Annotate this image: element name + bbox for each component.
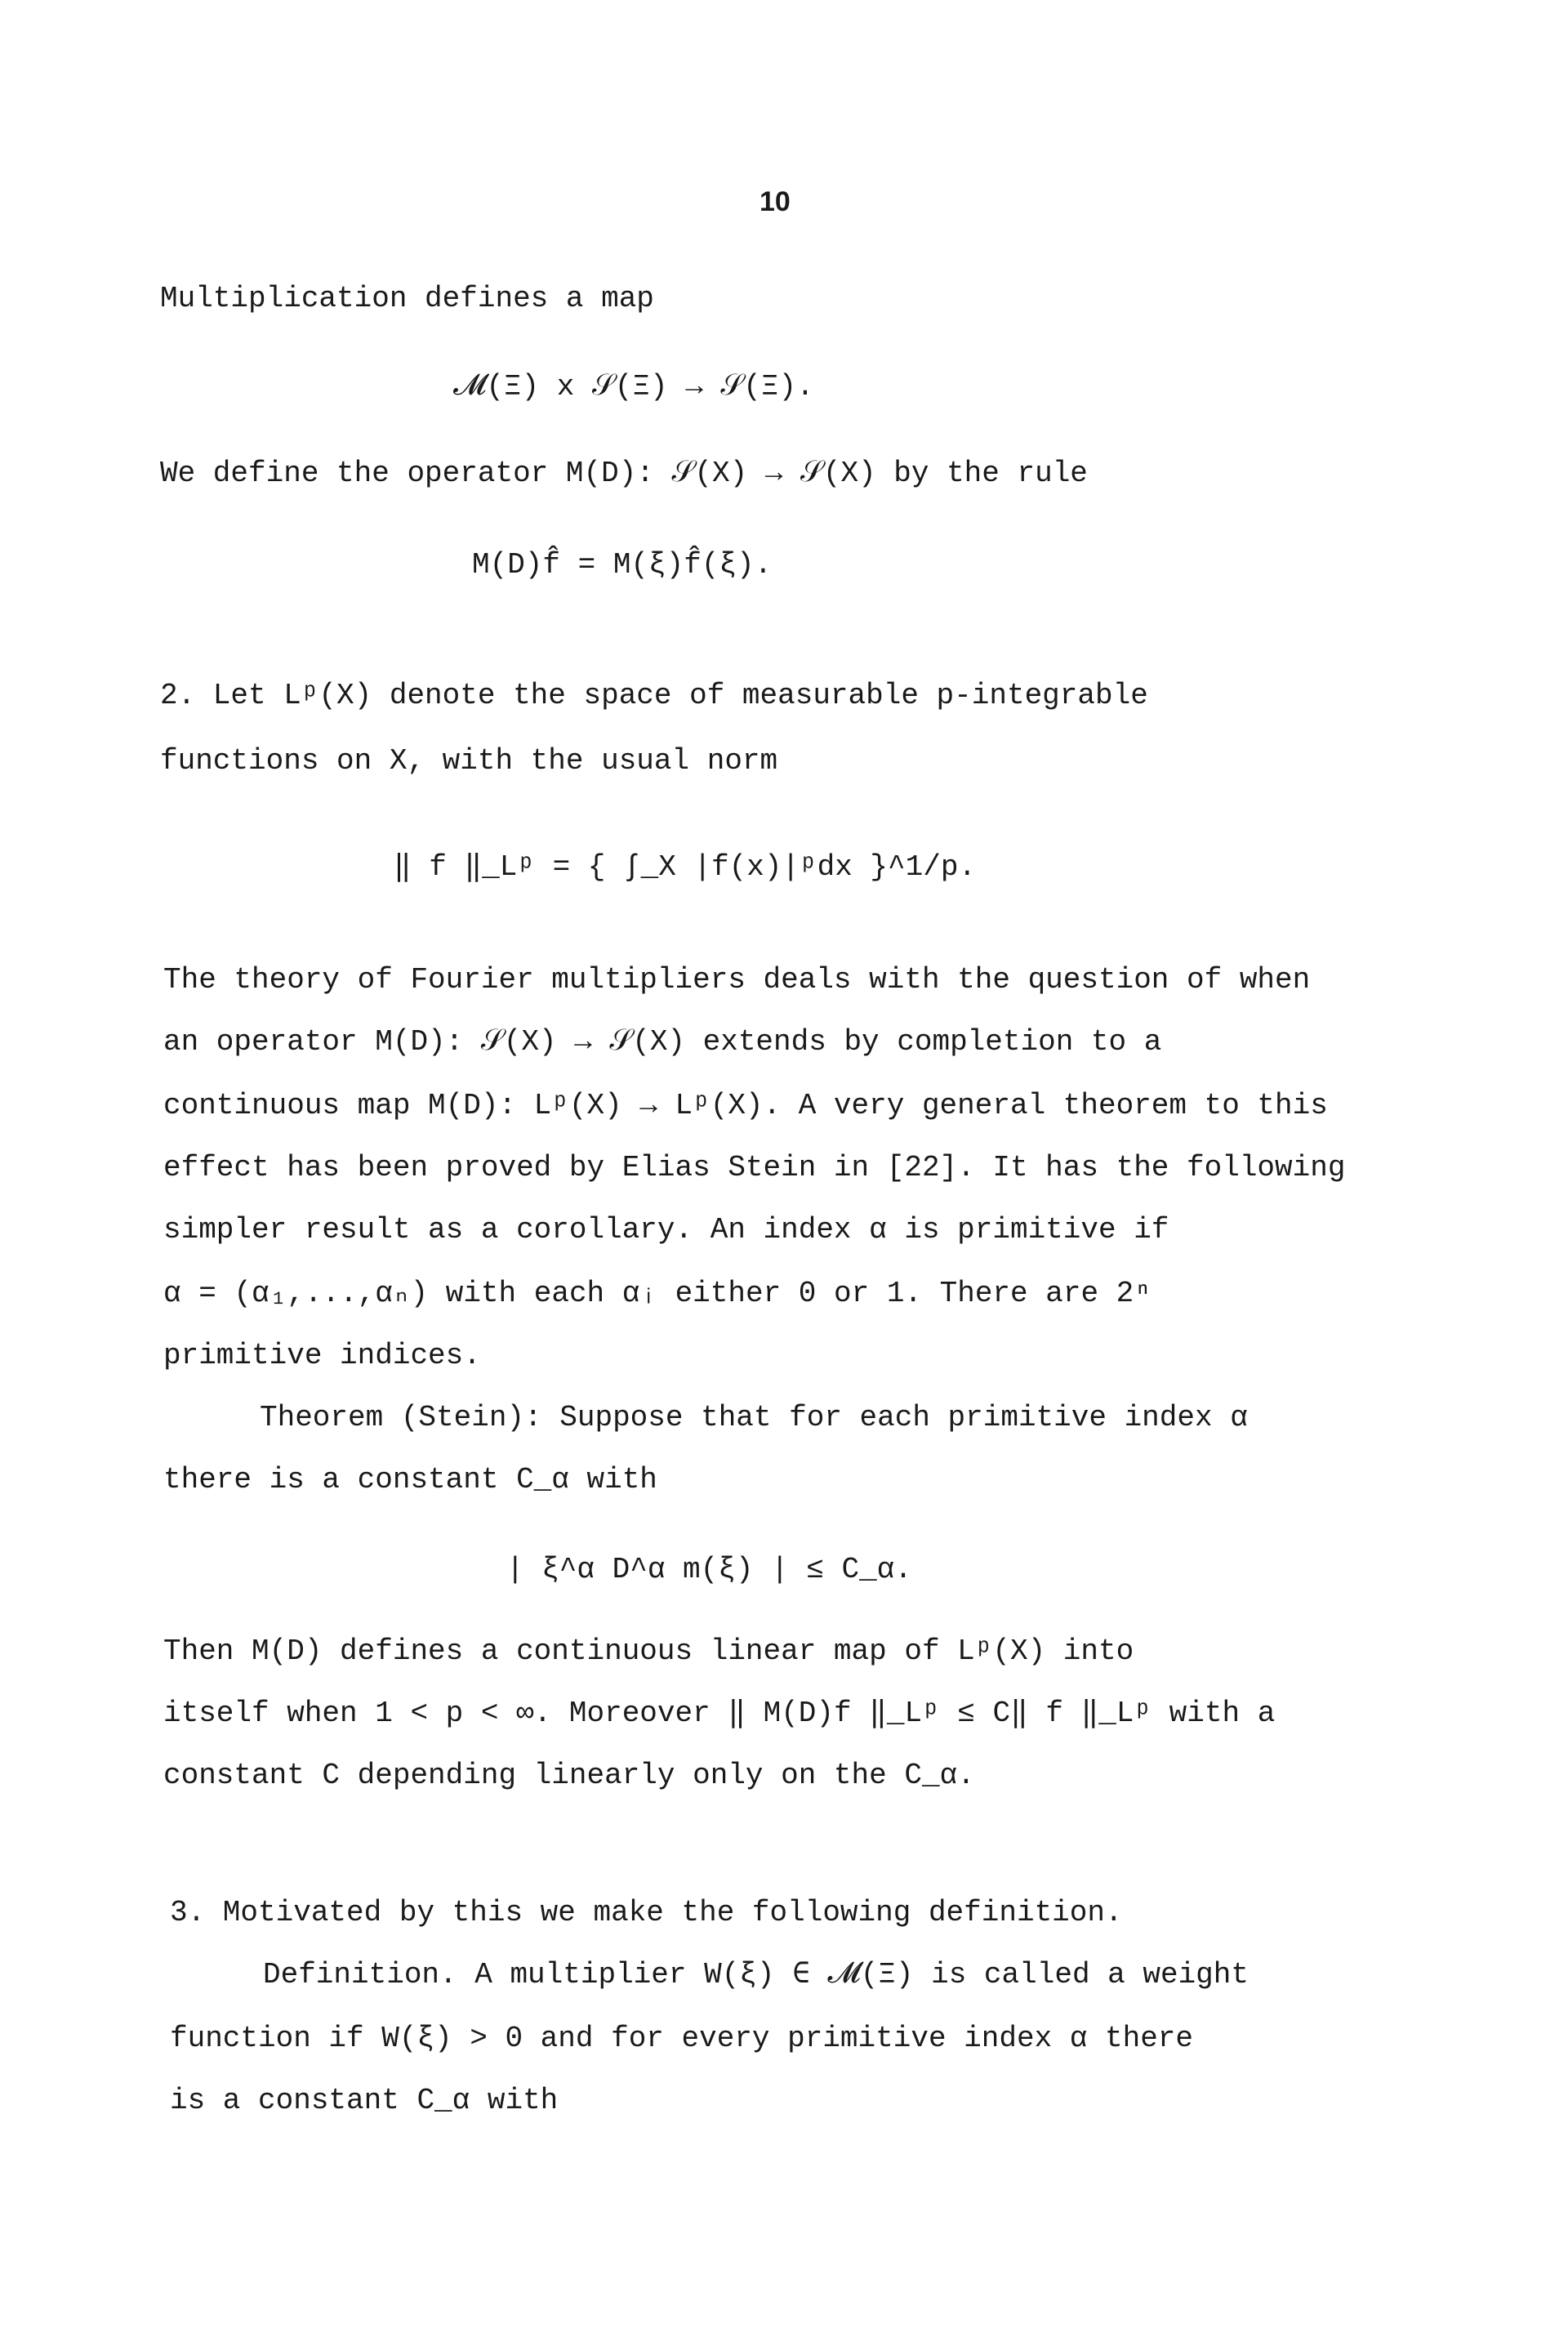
equation: M(D)f̂ = M(ξ)f̂(ξ). xyxy=(472,548,773,582)
text-line: primitive indices. xyxy=(163,1339,481,1372)
text-line: there is a constant C_α with xyxy=(163,1463,657,1496)
equation: 𝓜(Ξ) x 𝒮(Ξ) → 𝒮(Ξ). xyxy=(453,370,814,404)
text-line: 3. Motivated by this we make the following definition. xyxy=(170,1896,1123,1929)
text-line: simpler result as a corollary. An index α is primitive if xyxy=(163,1213,1169,1247)
text-line: continuous map M(D): Lᵖ(X) → Lᵖ(X). A very general theorem to this xyxy=(163,1089,1328,1122)
text-line: Definition. A multiplier W(ξ) ∈ 𝓜(Ξ) is called a weight xyxy=(263,1958,1249,1991)
text-line: Multiplication defines a map xyxy=(160,282,654,315)
text-line: effect has been proved by Elias Stein in [22]. It has the following xyxy=(163,1151,1346,1184)
text-line: α = (α₁,...,αₙ) with each αᵢ either 0 or 1. There are 2ⁿ xyxy=(163,1277,1152,1310)
text-line: is a constant C_α with xyxy=(170,2084,559,2117)
equation: | ξ^α D^α m(ξ) | ≤ C_α. xyxy=(506,1553,912,1586)
text-line: Then M(D) defines a continuous linear map of Lᵖ(X) into xyxy=(163,1635,1134,1668)
text-line: Theorem (Stein): Suppose that for each primitive index α xyxy=(260,1401,1248,1434)
text-line: constant C depending linearly only on the C_α. xyxy=(163,1759,975,1792)
text-line: function if W(ξ) > 0 and for every primitive index α there xyxy=(170,2022,1194,2055)
text-line: The theory of Fourier multipliers deals with the question of when xyxy=(163,963,1311,997)
text-line: We define the operator M(D): 𝒮(X) → 𝒮(X) by the rule xyxy=(160,457,1088,490)
page-number: 10 xyxy=(760,186,791,217)
text-line: itself when 1 < p < ∞. Moreover ‖ M(D)f ‖_Lᵖ ≤ C‖ f ‖_Lᵖ with a xyxy=(163,1697,1276,1730)
text-line: 2. Let Lᵖ(X) denote the space of measurable p-integrable xyxy=(160,679,1148,712)
text-line: functions on X, with the usual norm xyxy=(160,744,778,778)
equation: ‖ f ‖_Lᵖ = { ∫_X |f(x)|ᵖdx }^1/p. xyxy=(394,850,977,884)
text-line: an operator M(D): 𝒮(X) → 𝒮(X) extends by completion to a xyxy=(163,1025,1162,1059)
